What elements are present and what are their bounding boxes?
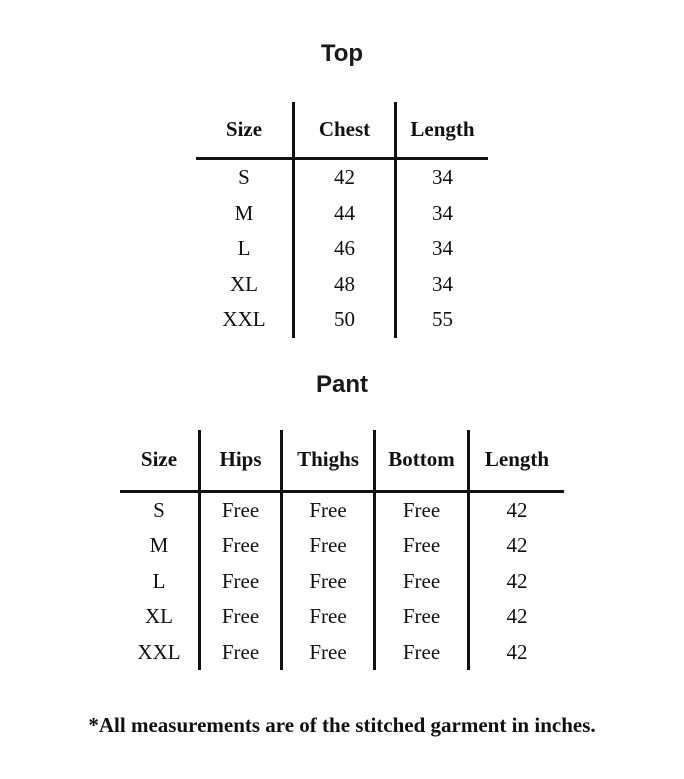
measurement-footnote: *All measurements are of the stitched garment in inches. xyxy=(88,713,596,737)
table-cell: Free xyxy=(200,528,282,564)
table-cell: Free xyxy=(200,491,282,528)
table-cell: M xyxy=(149,533,169,558)
table-cell: S xyxy=(153,497,165,522)
top-table-title: Top xyxy=(320,40,364,67)
table-cell: 42 xyxy=(469,491,565,528)
pant-table-title: Pant xyxy=(315,370,368,398)
table-cell: 34 xyxy=(396,267,489,303)
table-row xyxy=(120,599,564,635)
table-cell: 34 xyxy=(396,231,489,267)
table-cell: Free xyxy=(375,635,469,671)
table-cell: 42 xyxy=(469,528,565,564)
table-cell: Free xyxy=(282,528,375,564)
column-header: Bottom xyxy=(375,430,469,492)
table-cell: Free xyxy=(282,635,375,671)
table-cell: 42 xyxy=(469,564,565,600)
table-cell: S xyxy=(238,165,250,190)
table-cell: 42 xyxy=(469,635,565,671)
table-row xyxy=(120,491,564,528)
table-cell: Free xyxy=(375,599,469,635)
table-row xyxy=(196,159,488,196)
table-row xyxy=(196,267,488,303)
table-cell: L xyxy=(152,568,166,593)
table-row xyxy=(120,564,564,600)
table-cell: Free xyxy=(200,599,282,635)
table-cell: Free xyxy=(200,635,282,671)
table-cell: Free xyxy=(375,564,469,600)
pant-table-header-row xyxy=(120,430,564,492)
column-header: Hips xyxy=(200,430,282,492)
pant-size-table xyxy=(120,430,564,671)
table-cell: 50 xyxy=(294,302,396,338)
column-header: Size xyxy=(120,430,200,492)
table-row xyxy=(196,196,488,232)
table-cell: 48 xyxy=(294,267,396,303)
table-cell: XL xyxy=(145,604,173,629)
column-header: Length xyxy=(469,430,565,492)
table-cell: XXL xyxy=(222,307,266,332)
column-header: Chest xyxy=(294,102,396,159)
table-row xyxy=(120,528,564,564)
top-size-table xyxy=(196,102,488,338)
table-cell: XL xyxy=(230,271,258,296)
table-cell: 44 xyxy=(294,196,396,232)
table-cell: 55 xyxy=(396,302,489,338)
table-cell: 42 xyxy=(294,159,396,196)
table-cell: Free xyxy=(282,491,375,528)
table-row xyxy=(196,231,488,267)
table-cell: 46 xyxy=(294,231,396,267)
table-cell: 42 xyxy=(469,599,565,635)
table-cell: 34 xyxy=(396,159,489,196)
table-row xyxy=(120,635,564,671)
table-cell: XXL xyxy=(137,639,181,664)
table-cell: Free xyxy=(200,564,282,600)
table-cell: Free xyxy=(375,491,469,528)
table-cell: M xyxy=(234,200,254,225)
table-cell: Free xyxy=(282,564,375,600)
table-cell: Free xyxy=(375,528,469,564)
column-header: Length xyxy=(396,102,489,159)
table-cell: 34 xyxy=(396,196,489,232)
column-header: Size xyxy=(196,102,294,159)
table-cell: Free xyxy=(282,599,375,635)
column-header: Thighs xyxy=(282,430,375,492)
table-row xyxy=(196,302,488,338)
top-table-header-row xyxy=(196,102,488,159)
table-cell: L xyxy=(237,236,251,261)
